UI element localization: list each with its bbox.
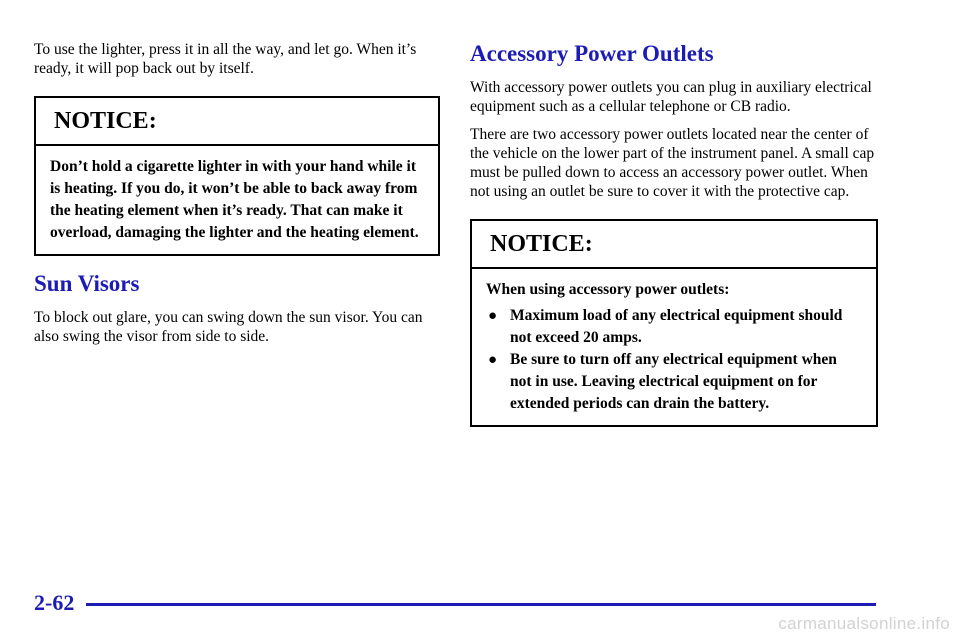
notice-bullet-list [486, 305, 862, 415]
accessory-outlets-para-1: With accessory power outlets you can plug in auxiliary electrical equipment such as a cellular telephone or CB radio. [470, 79, 872, 115]
bullet-icon: ● [488, 308, 498, 324]
sun-visors-heading: Sun Visors [34, 271, 140, 296]
page-number: 2-62 [34, 590, 75, 615]
notice-title: NOTICE: [36, 98, 438, 146]
notice-text: Don’t hold a cigarette lighter in with your hand while it is heating. If you do, it won’t be able to back away from the heating element when it’s ready. That can make it overload, damaging the lighter and the heating element. [50, 158, 419, 241]
list-item [486, 305, 862, 349]
outlets-notice-box [470, 219, 878, 427]
notice-title: NOTICE: [472, 221, 876, 269]
bullet-text: Maximum load of any electrical equipment should not exceed 20 amps. [510, 307, 843, 346]
list-item [486, 349, 862, 415]
left-column [34, 40, 440, 355]
lighter-notice-box [34, 96, 440, 256]
accessory-outlets-heading: Accessory Power Outlets [470, 41, 714, 66]
footer-divider [86, 603, 876, 606]
bullet-icon: ● [488, 352, 498, 368]
right-column [470, 40, 878, 427]
notice-intro: When using accessory power outlets: [486, 281, 730, 298]
watermark: carmanualsonline.info [778, 614, 950, 633]
bullet-text: Be sure to turn off any electrical equipment when not in use. Leaving electrical equipment on for extended periods can drain the battery. [510, 351, 837, 412]
accessory-outlets-para-2: There are two accessory power outlets located near the center of the vehicle on the lower part of the instrument panel. A small cap must be pulled down to access an accessory power outlet. When not using an outlet be sure to cover it with the protective cap. [470, 126, 875, 200]
lighter-instructions: To use the lighter, press it in all the way, and let go. When it’s ready, it will pop back out by itself. [34, 41, 417, 77]
notice-content [472, 269, 876, 425]
sun-visors-text: To block out glare, you can swing down the sun visor. You can also swing the visor from side to side. [34, 309, 423, 345]
